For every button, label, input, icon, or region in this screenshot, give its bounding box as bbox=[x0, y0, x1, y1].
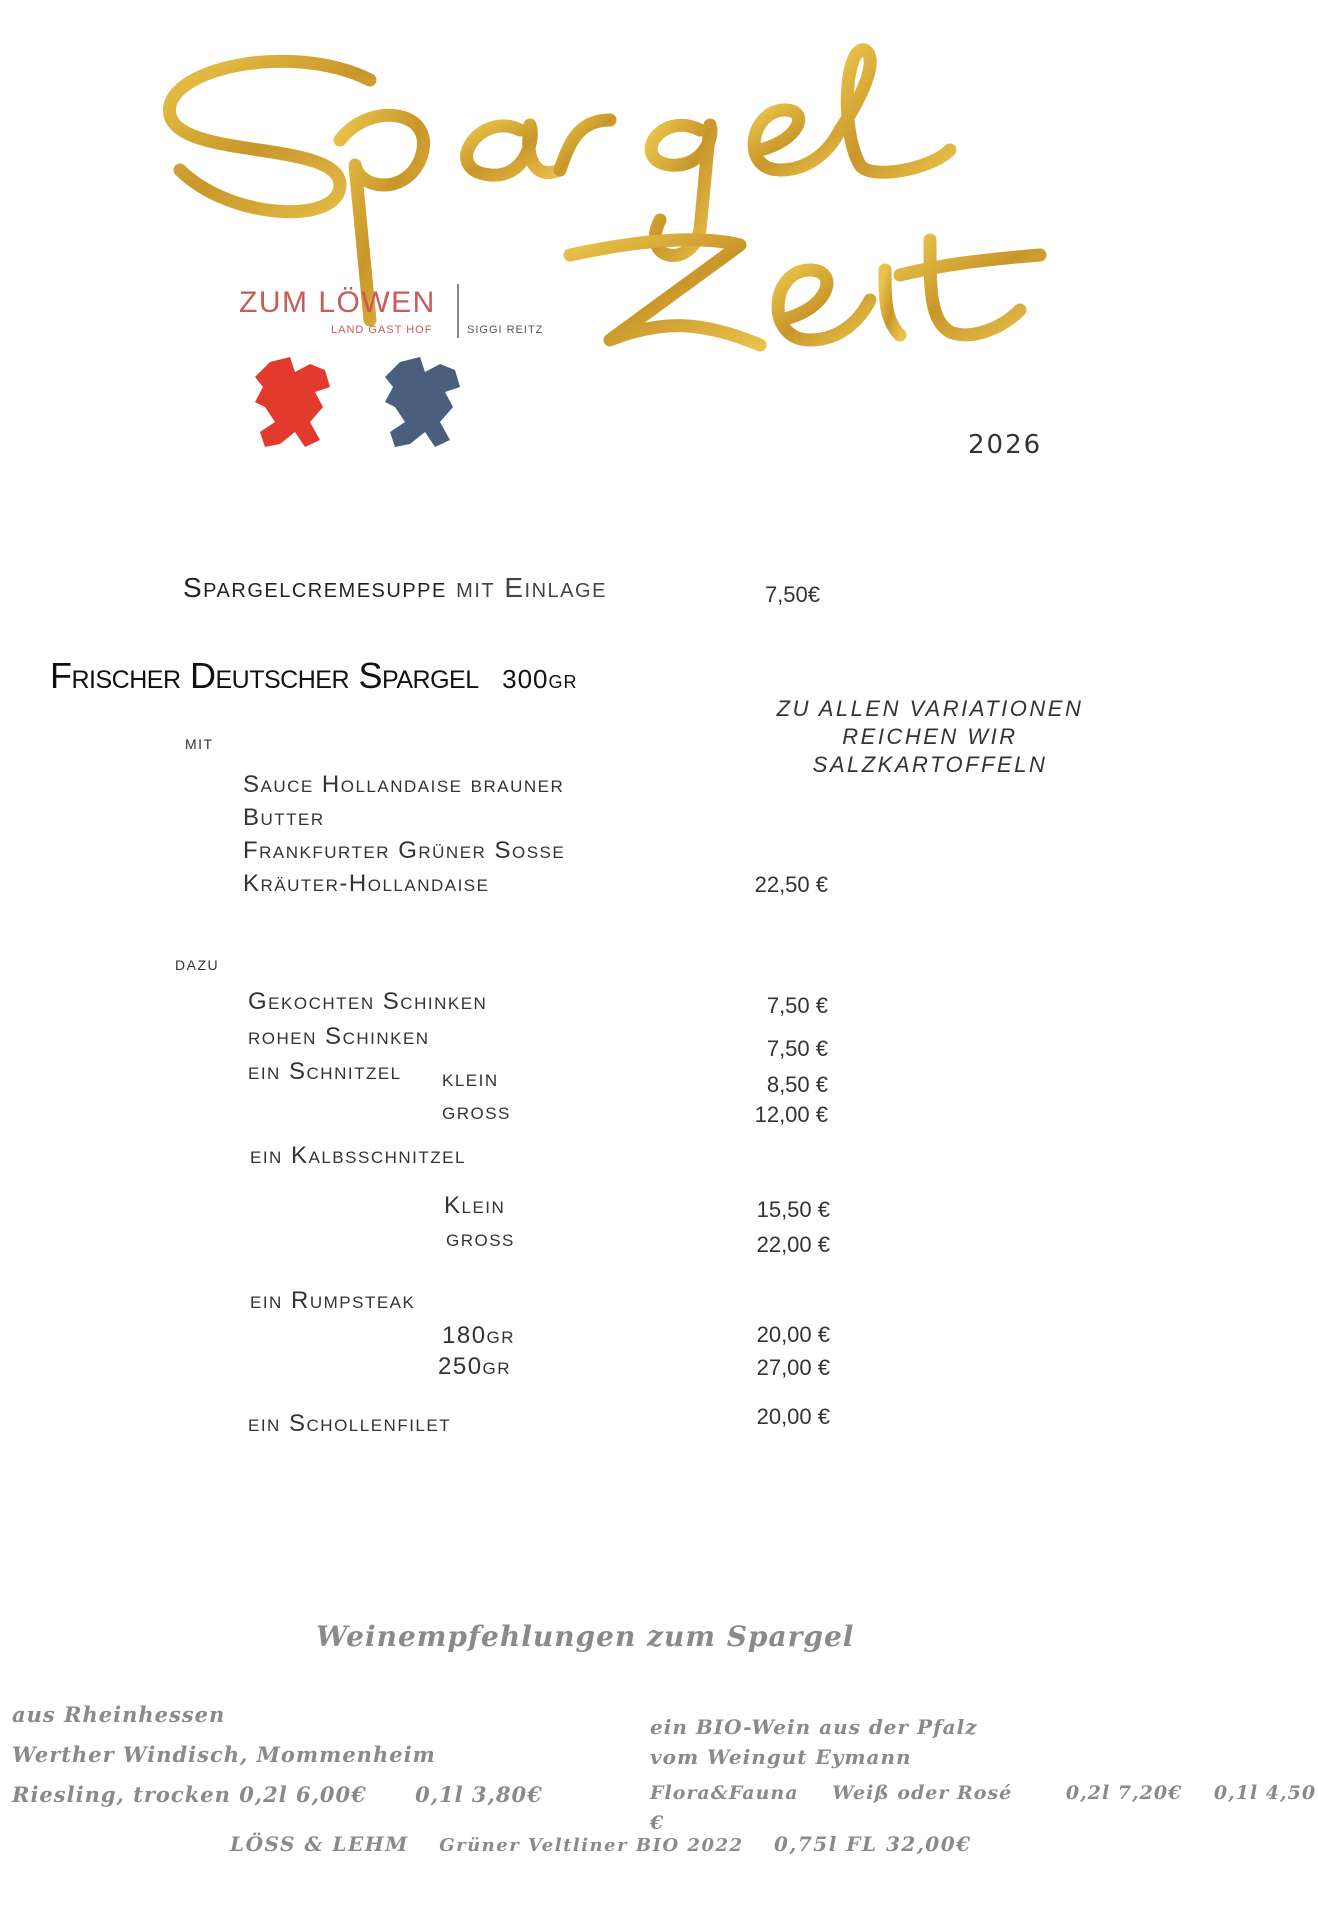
side-note-line-2: REICHEN WIR bbox=[842, 724, 1018, 749]
wine-right bbox=[650, 1712, 1318, 1838]
kalbs-klein-price: 15,50 € bbox=[756, 1197, 830, 1222]
mit-label: mit bbox=[185, 732, 214, 754]
wine-left-riesling: Riesling, trocken 0,2l 6,00€ bbox=[12, 1782, 367, 1807]
wine-right-line-2: vom Weingut Eymann bbox=[650, 1745, 912, 1769]
year-label: 2026 bbox=[968, 430, 1043, 460]
mit-items bbox=[243, 768, 565, 900]
logo-name: ZUM LÖWEN bbox=[239, 286, 436, 319]
soup-price: 7,50€ bbox=[764, 582, 820, 607]
fresh-label: Frischer Deutscher Spargel bbox=[50, 655, 479, 696]
mit-item-3: Frankfurter Grüner Sosse bbox=[243, 837, 566, 864]
wine-heading: Weinempfehlungen zum Spargel bbox=[316, 1620, 855, 1653]
kalbsschnitzel: ein Kalbsschnitzel bbox=[250, 1142, 466, 1169]
kalbs-gross-price: 22,00 € bbox=[756, 1232, 830, 1257]
rohen-schinken: rohen Schinken bbox=[248, 1023, 430, 1050]
logo-divider bbox=[457, 284, 459, 338]
rumpsteak-180: 180gr bbox=[442, 1322, 516, 1349]
schnitzel-klein-price: 8,50 € bbox=[766, 1072, 828, 1097]
mit-item-2: Butter bbox=[243, 804, 325, 831]
side-note-line-3: SALZKARTOFFELN bbox=[812, 752, 1048, 777]
wine-right-line-1: ein BIO-Wein aus der Pfalz bbox=[650, 1715, 978, 1739]
wine-bottom-producer: LÖSS & LEHM bbox=[230, 1832, 409, 1856]
wine-bottom-variety: Grüner Veltliner BIO 2022 bbox=[439, 1835, 744, 1856]
schnitzel-gross: gross bbox=[442, 1098, 511, 1125]
side-note bbox=[740, 695, 1120, 779]
fresh-asparagus-heading bbox=[50, 655, 578, 697]
kalbs-klein: Klein bbox=[444, 1192, 506, 1219]
logo-sub-right: SIGGI REITZ bbox=[467, 324, 544, 336]
wine-right-colour: Weiß oder Rosé bbox=[832, 1782, 1013, 1804]
wine-left bbox=[12, 1695, 543, 1815]
rumpsteak-250-price: 27,00 € bbox=[756, 1355, 830, 1380]
wine-right-flora: Flora&Fauna bbox=[650, 1782, 799, 1804]
rumpsteak: ein Rumpsteak bbox=[250, 1287, 416, 1314]
schollenfilet: ein Schollenfilet bbox=[248, 1410, 452, 1437]
schnitzel-gross-price: 12,00 € bbox=[754, 1102, 828, 1127]
wine-right-01: 0,1l 4,50 € bbox=[650, 1782, 1317, 1834]
rohen-price: 7,50 € bbox=[766, 1036, 828, 1061]
wine-bottom bbox=[230, 1832, 972, 1856]
schollenfilet-price: 20,00 € bbox=[756, 1404, 830, 1429]
schnitzel-klein: klein bbox=[442, 1065, 499, 1092]
mit-item-4: Kräuter-Hollandaise bbox=[243, 870, 490, 897]
dazu-label: dazu bbox=[175, 953, 220, 975]
wine-left-line-1: aus Rheinhessen bbox=[12, 1702, 226, 1727]
fresh-weight: 300gr bbox=[502, 664, 578, 694]
wine-right-line-3 bbox=[650, 1778, 1318, 1838]
wine-left-line-3 bbox=[12, 1775, 543, 1815]
soup-label-rest: mit Einlage bbox=[446, 572, 607, 603]
wine-left-small: 0,1l 3,80€ bbox=[415, 1782, 543, 1807]
lion-crest-icons bbox=[235, 352, 565, 462]
soup-label-main: Spargelcremesuppe bbox=[183, 572, 447, 603]
logo-sub-left: LAND GAST HOF bbox=[331, 324, 433, 336]
wine-right-02: 0,2l 7,20€ bbox=[1065, 1782, 1183, 1804]
rumpsteak-250: 250gr bbox=[438, 1353, 512, 1380]
mit-price: 22,50 € bbox=[754, 872, 828, 897]
soup-item bbox=[183, 572, 607, 604]
wine-bottom-price: 0,75l FL 32,00€ bbox=[774, 1832, 972, 1856]
logo bbox=[235, 282, 565, 462]
gekochten-price: 7,50 € bbox=[766, 993, 828, 1018]
wine-left-line-2: Werther Windisch, Mommenheim bbox=[12, 1742, 436, 1767]
mit-item-1: Sauce Hollandaise brauner bbox=[243, 771, 565, 798]
schnitzel: ein Schnitzel bbox=[248, 1058, 402, 1085]
rumpsteak-180-price: 20,00 € bbox=[756, 1322, 830, 1347]
gekochten-schinken: Gekochten Schinken bbox=[248, 988, 488, 1015]
blue-lion-icon bbox=[385, 357, 460, 447]
kalbs-gross: gross bbox=[446, 1225, 515, 1252]
red-lion-icon bbox=[255, 357, 330, 447]
side-note-line-1: ZU ALLEN VARIATIONEN bbox=[776, 696, 1084, 721]
